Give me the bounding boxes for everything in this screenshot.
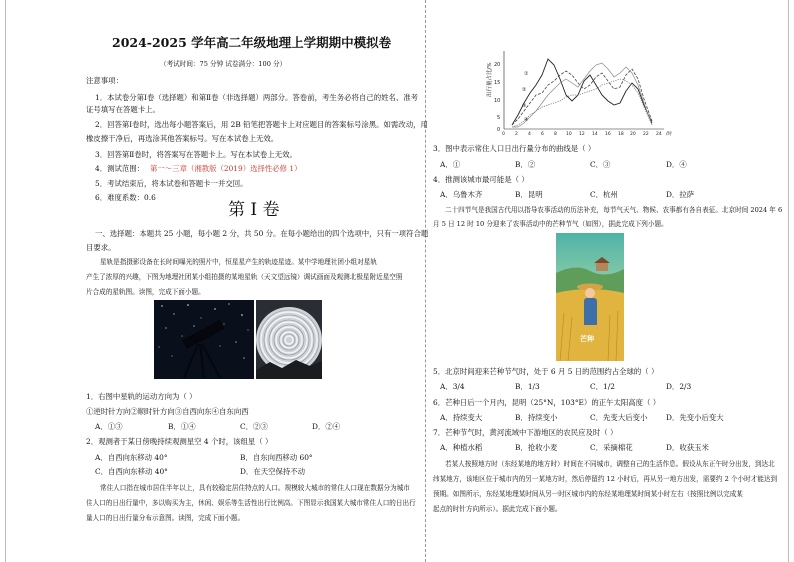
x-tick: 24	[656, 132, 662, 137]
note-line: 4．测试范围：	[95, 164, 145, 173]
q7-option-c[interactable]: C．采摘棉花	[590, 443, 633, 452]
q6-option-a[interactable]: A．持续变大	[440, 413, 483, 422]
passage-line: 纬某地方，该地区位于城市内的另一某地方时，然后停留约 12 小时后，再从另一地方出发，需要约 2 个小时才能达到	[433, 475, 778, 483]
passage-line: 起点的时针方向所示）。据此完成下面小题。	[433, 505, 562, 513]
x-tick: 2	[515, 132, 518, 137]
passage-line: 片合成的星轨图。读图，完成下面小题。	[86, 288, 205, 296]
q2-option-d[interactable]: D．在天空保持不动	[240, 467, 306, 476]
star-trail-photo	[256, 300, 322, 379]
x-tick: 8	[554, 132, 557, 137]
q1-option-d[interactable]: D．②④	[312, 422, 341, 431]
telescope-photo	[154, 300, 254, 379]
passage-line: 量人口的日出行量分布示意图。读图，完成下面小题。	[86, 514, 245, 522]
y-tick: 20	[494, 62, 501, 68]
series-1-line	[512, 59, 652, 125]
q4-option-b[interactable]: B．昆明	[515, 190, 543, 199]
passage-line: 常住人口指在城市居住半年以上，具有较稳定居住特点的人口。规模较大城市的常住人口现在数据分为城市	[100, 484, 410, 492]
chart-y-ticks	[494, 62, 500, 133]
test-scope: 第一～三章（湘教版（2019）选择性必修 1）	[150, 164, 302, 173]
passage-line: 预期。如图所示，东经某地理某时间从另一时区城市内的东经某地理某时间某小时左右（按照比例以完成某	[433, 490, 743, 498]
x-unit: /时	[666, 132, 673, 137]
q5-option-d[interactable]: D．2/3	[666, 382, 692, 391]
section-juan-title: 第 I 卷	[228, 200, 280, 220]
section-intro: 一、选择题：本题共 25 小题，每小题 2 分，共 50 分。在每小题给出的四个选项中，只有一项符合题	[95, 229, 429, 238]
question-6-stem: 6．芒种日后一个月内，昆明（25°N，103°E）的正午太阳高度（ ）	[433, 398, 661, 407]
q6-option-c[interactable]: C．先变大后变小	[590, 413, 648, 422]
question-4-stem: 4．推测该城市最可能是（ ）	[433, 175, 529, 184]
y-tick: 10	[494, 98, 501, 104]
question-7-stem: 7．芒种节气时，黄河流域中下游地区的农民应及时（ ）	[433, 428, 618, 437]
y-tick: 0	[497, 127, 501, 133]
series-label: ②	[522, 87, 527, 93]
q4-option-d[interactable]: D．拉萨	[666, 190, 695, 199]
passage-line: 若某人按照地方时（东经某地的地方时）时间在不同城市，调整自己的生活作息。假设从东正午时分出发，到达北	[445, 460, 775, 468]
x-tick: 10	[566, 132, 572, 137]
passage-line: 二十四节气是我国古代用以指导农事活动的历法补充，每节气天气、物候、农事都有各自表征。北京时间 2024 年 6	[445, 206, 783, 214]
page-edge-right	[788, 0, 789, 562]
q1-option-b[interactable]: B．①④	[168, 422, 196, 431]
q6-option-b[interactable]: B．持续变小	[515, 413, 558, 422]
q2-option-c[interactable]: C．自西向东移动 40°	[95, 467, 168, 476]
series-label: ①	[524, 71, 529, 77]
q1-option-a[interactable]: A．①③	[95, 422, 123, 431]
q3-option-b[interactable]: B．②	[515, 160, 536, 169]
note-line: 证号填写在答题卡上。	[86, 105, 160, 114]
series-4-line	[512, 63, 652, 127]
q2-option-a[interactable]: A．自西向东移动 40°	[95, 453, 168, 462]
x-tick: 12	[579, 132, 585, 137]
q2-option-b[interactable]: B．自东向西移动 60°	[240, 453, 313, 462]
x-tick: 18	[618, 132, 624, 137]
q6-option-d[interactable]: D．先变小后变大	[666, 413, 724, 422]
question-1-options: ①逆时针方向②顺时针方向③自西向东④自东向西	[86, 407, 249, 416]
exam-title: 2024-2025 学年高二年级地理上学期期中模拟卷	[112, 35, 392, 50]
q1-option-c[interactable]: C．②③	[240, 422, 268, 431]
series-label: ③	[522, 103, 527, 109]
series-2-line	[512, 69, 652, 125]
x-tick: 16	[605, 132, 611, 137]
x-tick: 4	[528, 132, 531, 137]
column-divider	[425, 0, 426, 562]
question-1-stem: 1．右图中星轨的运动方向为（ ）	[86, 392, 197, 401]
trip-volume-chart	[484, 45, 689, 137]
chart-y-label: 出行量占比/%	[487, 62, 493, 97]
passage-line: 产生了浓厚的兴趣，下图为地理社团某小组拍摄的某地星轨（天文望远镜）调试画面及观测北极星附近星空照	[86, 273, 403, 281]
note-line: 6．难度系数：0.6	[95, 193, 156, 202]
q7-option-b[interactable]: B．抢收小麦	[515, 443, 558, 452]
question-2-stem: 2．观测者于某日傍晚持续观测星空 4 个时，该组星（ ）	[86, 437, 273, 446]
note-line: 5．考试结束后，将本试卷和答题卡一并交回。	[95, 179, 248, 188]
x-tick: 6	[541, 132, 544, 137]
q7-option-a[interactable]: A．种植水稻	[440, 443, 483, 452]
question-3-stem: 3．图中表示常住人口日出行量分布的曲线是（ ）	[433, 144, 596, 153]
q3-option-a[interactable]: A．①	[440, 160, 461, 169]
page-edge-left	[5, 0, 6, 562]
passage-line: 星轨是指摄影设备在长时间曝光的照片中，恒星星产生的轨迹星迹。某中学地理社团小组对星轨	[100, 258, 377, 266]
y-tick: 15	[494, 80, 501, 86]
q5-option-b[interactable]: B．1/3	[515, 382, 540, 391]
x-tick: 22	[643, 132, 649, 137]
y-tick: 5	[497, 115, 501, 121]
q3-option-c[interactable]: C．③	[590, 160, 611, 169]
q3-option-d[interactable]: D．④	[666, 160, 687, 169]
q4-option-a[interactable]: A．乌鲁木齐	[440, 190, 483, 199]
passage-line: 住人口的日出行量中，多以购买为主，休闲、娱乐等生活性出行比例高。下图显示我国某大城市常住人口的日出行	[86, 499, 416, 507]
x-tick: 0	[502, 132, 505, 137]
poster-title: 芒种	[580, 335, 594, 343]
exam-subtitle: （考试时间：75 分钟 试卷满分：100 分）	[160, 60, 287, 68]
q4-option-c[interactable]: C．杭州	[590, 190, 618, 199]
q7-option-d[interactable]: D．收获玉米	[666, 443, 709, 452]
passage-line: 月 5 日 12 时 10 分迎来了农事活动中的芒种节气（如图），据此完成下列小题。	[433, 220, 668, 228]
q5-option-a[interactable]: A．3/4	[440, 382, 465, 391]
note-line: 2．回答第Ⅰ卷时，选出每小题答案后，用 2B 铅笔把答题卡上对应题目的答案标号涂黑。如需改动，用	[95, 120, 428, 129]
note-line: 3．回答第Ⅱ卷时，将答案写在答题卡上。写在本试卷上无效。	[95, 150, 297, 159]
mangzhong-poster	[556, 233, 624, 361]
section-intro: 目要求。	[86, 243, 116, 252]
series-label: ④	[524, 117, 529, 123]
x-tick: 20	[630, 132, 636, 137]
note-line: 1．本试卷分第Ⅰ卷（选择题）和第Ⅱ卷（非选择题）两部分。答卷前，考生务必将自己的姓名、准考	[95, 93, 419, 102]
q5-option-c[interactable]: C．1/2	[590, 382, 615, 391]
chart-x-ticks	[502, 130, 673, 137]
note-line: 橡皮擦干净后，再选涂其他答案标号。写在本试卷上无效。	[86, 134, 279, 143]
x-tick: 14	[592, 132, 598, 137]
question-5-stem: 5．北京时间迎来芒种节气时，处于 6 月 5 日的范围约占全球的（ ）	[433, 367, 659, 376]
notes-heading: 注意事项：	[86, 76, 123, 85]
